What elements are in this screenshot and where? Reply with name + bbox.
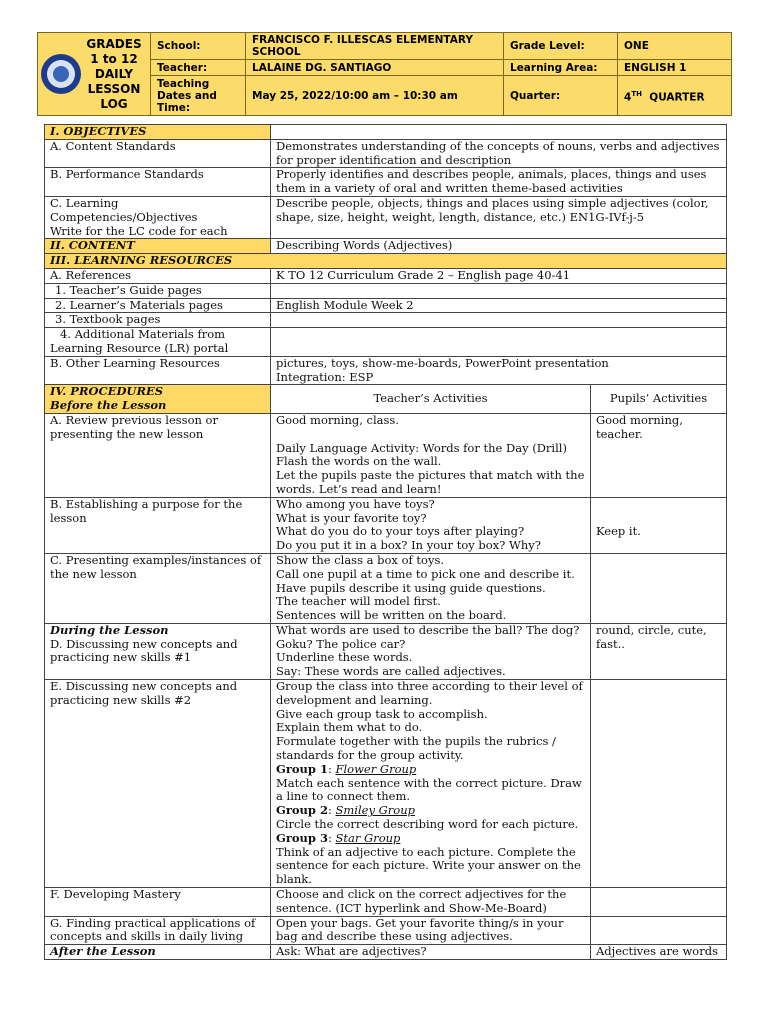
learning-area-value: ENGLISH 1 (618, 60, 732, 76)
mastery-label: F. Developing Mastery (45, 888, 271, 917)
teaching-dates-value: May 25, 2022/10:00 am – 10:30 am (246, 76, 504, 116)
content-heading: II. CONTENT (45, 239, 271, 254)
grade-level-label: Grade Level: (504, 33, 618, 60)
quarter-label: Quarter: (504, 76, 618, 116)
grade-level-value: ONE (618, 33, 732, 60)
mastery-teacher: Choose and click on the correct adjectives for the sentence. (ICT hyperlink and Show-Me-Board) (271, 888, 591, 917)
competencies-label: C. Learning Competencies/Objectives Write for the LC code for each (45, 196, 271, 238)
content-text: Describing Words (Adjectives) (271, 239, 727, 254)
procedures-heading: IV. PROCEDURES Before the Lesson (45, 385, 271, 414)
after-lesson-pupil: Adjectives are words (591, 945, 727, 960)
school-value: FRANCISCO F. ILLESCAS ELEMENTARY SCHOOL (246, 33, 504, 60)
teacher-value: LALAINE DG. SANTIAGO (246, 60, 504, 76)
group-3: Group 3: Star Group (276, 830, 401, 845)
examples-teacher: Show the class a box of toys. Call one pupil at a time to pick one and describe it. Have pupils describe it using guide questions. The teacher will model first. Sentences will be written on the board. (271, 553, 591, 623)
discussing-2-teacher: Group the class into three according to their level of development and learning. Give each group task to accomplish. Explain them what to do. Formulate together with the pupils the rubrics / standards for the group activity. Group 1: Flower Group Match each sentence with the correct picture. Draw a line to connect them. Group 2: Smiley Group Circle the correct describing word for each picture. Group 3: Star Group Think of an adjective to each picture. Complete the sentence for each picture. Write your answer on the blank. (271, 680, 591, 888)
lesson-plan-table (44, 124, 727, 960)
discussing-1-pupil: round, circle, cute, fast.. (591, 623, 727, 679)
learning-area-label: Learning Area: (504, 60, 618, 76)
review-pupil: Good morning, teacher. (591, 413, 727, 497)
competencies-text: Describe people, objects, things and places using simple adjectives (color, shape, size, height, weight, length, distance, etc.) EN1G-IVf-j-5 (271, 196, 727, 238)
group-1: Group 1: Flower Group (276, 761, 417, 776)
header-table (37, 32, 732, 116)
objectives-heading: I. OBJECTIVES (45, 125, 271, 140)
teacher-activities-header: Teacher’s Activities (271, 385, 591, 414)
learners-materials-text: English Module Week 2 (271, 298, 727, 313)
deped-seal-icon (41, 54, 81, 94)
examples-label: C. Presenting examples/instances of the new lesson (45, 553, 271, 623)
logo-cell (38, 33, 151, 116)
purpose-label: B. Establishing a purpose for the lesson (45, 497, 271, 553)
quarter-value: 4TH QUARTER (618, 76, 732, 116)
other-resources-text: pictures, toys, show-me-boards, PowerPoint presentation Integration: ESP (271, 356, 727, 385)
purpose-pupil: Keep it. (591, 497, 727, 553)
dll-title: GRADES 1 to 12 DAILY LESSON LOG (86, 36, 142, 111)
discussing-2-label: E. Discussing new concepts and practicing new skills #2 (45, 680, 271, 888)
applications-label: G. Finding practical applications of concepts and skills in daily living (45, 916, 271, 945)
after-lesson-teacher: Ask: What are adjectives? (271, 945, 591, 960)
additional-materials-label: 4. Additional Materials from Learning Resource (LR) portal (45, 328, 271, 357)
discussing-1-label: During the Lesson D. Discussing new concepts and practicing new skills #1 (45, 623, 271, 679)
purpose-teacher: Who among you have toys? What is your favorite toy? What do you do to your toys after playing? Do you put it in a box? In your toy box? Why? (271, 497, 591, 553)
performance-standards-label: B. Performance Standards (45, 168, 271, 197)
review-teacher: Good morning, class. Daily Language Activity: Words for the Day (Drill) Flash the words on the wall. Let the pupils paste the pictures that match with the words. Let’s read and learn! (271, 413, 591, 497)
pupil-activities-header: Pupils’ Activities (591, 385, 727, 414)
references-label: A. References (45, 268, 271, 283)
other-resources-label: B. Other Learning Resources (45, 356, 271, 385)
performance-standards-text: Properly identifies and describes people, animals, places, things and uses them in a variety of oral and written theme-based activities (271, 168, 727, 197)
content-standards-text: Demonstrates understanding of the concepts of nouns, verbs and adjectives for proper identification and description (271, 139, 727, 168)
school-label: School: (151, 33, 246, 60)
teaching-dates-label: Teaching Dates and Time: (151, 76, 246, 116)
review-label: A. Review previous lesson or presenting the new lesson (45, 413, 271, 497)
after-lesson-label: After the Lesson (45, 945, 271, 960)
textbook-pages-label: 3. Textbook pages (45, 313, 271, 328)
content-standards-label: A. Content Standards (45, 139, 271, 168)
references-text: K TO 12 Curriculum Grade 2 – English page 40-41 (271, 268, 727, 283)
group-2: Group 2: Smiley Group (276, 803, 415, 818)
discussing-1-teacher: What words are used to describe the ball? The dog? Goku? The police car? Underline these words. Say: These words are called adjectives. (271, 623, 591, 679)
learners-materials-label: 2. Learner’s Materials pages (45, 298, 271, 313)
applications-teacher: Open your bags. Get your favorite thing/s in your bag and describe these using adjectives. (271, 916, 591, 945)
teacher-label: Teacher: (151, 60, 246, 76)
teachers-guide-label: 1. Teacher’s Guide pages (45, 283, 271, 298)
resources-heading: III. LEARNING RESOURCES (45, 254, 727, 269)
